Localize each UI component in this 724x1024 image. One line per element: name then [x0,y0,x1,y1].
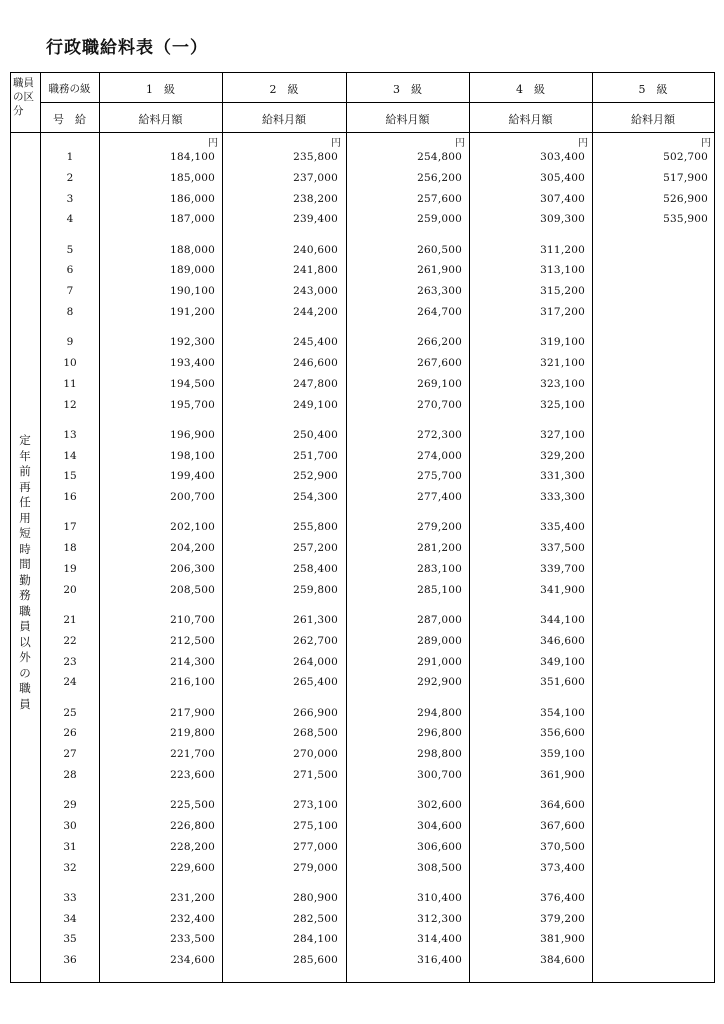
salary-grade-4: 339,700 [540,563,585,575]
salary-grade-4: 381,900 [540,933,585,946]
salary-grade-1: 208,500 [170,583,215,596]
step-number: 26 [63,727,77,740]
salary-grade-3: 254,800 [417,151,462,163]
salary-grade-2: 241,800 [293,264,338,277]
grade-4-header: 4 級 [516,83,545,96]
yen-unit-1: 円 [208,138,218,149]
step-number: 7 [66,285,74,298]
salary-grade-2: 285,600 [293,954,338,967]
salary-grade-2: 237,000 [293,171,338,184]
step-number: 6 [66,264,74,277]
salary-grade-1: 217,900 [170,706,215,719]
header-divider [40,102,714,103]
yen-unit-5: 円 [701,138,711,149]
amount-header-3: 給料月額 [385,113,430,126]
step-number: 8 [66,306,74,318]
salary-grade-2: 255,800 [293,521,338,534]
salary-grade-4: 354,100 [540,706,585,719]
grade-2-header: 2 級 [269,83,299,96]
col-divider [469,73,470,982]
salary-grade-4: 309,300 [540,213,585,226]
step-number: 5 [66,243,74,256]
salary-grade-2: 235,800 [293,151,338,163]
salary-grade-3: 275,700 [417,470,462,483]
salary-grade-2: 271,500 [293,769,338,781]
salary-grade-2: 266,900 [293,706,338,719]
step-number: 33 [63,891,77,904]
salary-grade-4: 315,200 [540,285,585,298]
salary-grade-5: 526,900 [663,192,708,205]
grade-3-header: 3 級 [393,83,422,96]
step-number: 21 [63,614,77,626]
salary-grade-3: 302,600 [417,799,462,812]
step-number: 20 [63,583,77,596]
grade-1-header: 1 級 [146,83,175,96]
step-number: 2 [66,171,74,184]
salary-grade-3: 272,300 [417,428,462,441]
salary-grade-2: 275,100 [293,820,338,832]
salary-grade-5: 535,900 [663,213,708,226]
salary-grade-3: 289,000 [417,634,462,647]
salary-grade-2: 250,400 [293,428,338,441]
salary-grade-3: 260,500 [417,243,462,256]
step-number: 35 [63,933,77,946]
step-number: 22 [63,634,77,647]
salary-grade-3: 264,700 [417,306,462,318]
kubun-header: 職員の区分 [13,77,34,117]
step-number: 30 [63,820,77,832]
header-bottom-line [11,132,714,133]
gokyu-header: 号 給 [53,113,86,126]
salary-grade-2: 240,600 [293,243,338,256]
salary-grade-1: 193,400 [170,357,215,369]
salary-grade-2: 264,000 [293,655,338,668]
salary-grade-3: 263,300 [417,285,462,298]
salary-grade-4: 321,100 [540,357,585,369]
salary-grade-1: 214,300 [170,655,215,668]
salary-grade-3: 270,700 [417,398,462,411]
step-number: 36 [63,954,77,967]
salary-grade-2: 249,100 [293,398,338,411]
salary-grade-2: 257,200 [293,542,338,555]
salary-grade-2: 254,300 [293,491,338,504]
salary-grade-1: 219,800 [170,727,215,740]
salary-grade-4: 341,900 [540,583,585,596]
salary-grade-3: 285,100 [417,583,462,596]
step-number: 24 [63,676,77,689]
salary-grade-2: 246,600 [293,357,338,369]
salary-grade-2: 261,300 [293,614,338,626]
salary-grade-1: 225,500 [170,799,215,812]
salary-grade-4: 349,100 [540,655,585,668]
yen-unit-4: 円 [578,138,588,149]
salary-grade-1: 202,100 [170,521,215,534]
salary-grade-3: 291,000 [417,655,462,668]
salary-grade-3: 312,300 [417,912,462,925]
salary-grade-3: 294,800 [417,706,462,719]
salary-grade-3: 279,200 [417,521,462,534]
salary-grade-1: 221,700 [170,748,215,761]
salary-grade-3: 267,600 [417,357,462,369]
step-number: 3 [66,192,74,205]
salary-grade-1: 199,400 [170,470,215,483]
step-number: 18 [63,542,77,555]
col-divider [99,73,100,982]
yen-unit-2: 円 [331,138,341,149]
salary-grade-3: 304,600 [417,820,462,832]
step-number: 31 [63,840,77,853]
salary-grade-4: 331,300 [540,470,585,483]
salary-grade-5: 502,700 [663,151,708,163]
salary-grade-3: 281,200 [417,542,462,555]
salary-grade-3: 298,800 [417,748,462,761]
salary-grade-1: 194,500 [170,377,215,390]
salary-grade-2: 245,400 [293,336,338,349]
col-divider [222,73,223,982]
salary-grade-1: 206,300 [170,563,215,575]
step-number: 1 [66,151,74,163]
salary-grade-4: 344,100 [540,614,585,626]
amount-header-1: 給料月額 [138,113,183,126]
salary-grade-3: 274,000 [417,449,462,462]
salary-grade-3: 287,000 [417,614,462,626]
salary-grade-4: 351,600 [540,676,585,689]
salary-grade-4: 373,400 [540,861,585,874]
salary-grade-4: 311,200 [540,243,585,256]
col-divider [592,73,593,982]
salary-grade-1: 223,600 [170,769,215,781]
salary-grade-1: 233,500 [170,933,215,946]
salary-grade-1: 190,100 [170,285,215,298]
salary-grade-3: 306,600 [417,840,462,853]
amount-header-2: 給料月額 [262,113,306,126]
salary-grade-4: 319,100 [540,336,585,349]
salary-grade-4: 303,400 [540,151,585,163]
shokumu-header: 職務の級 [48,83,91,95]
salary-grade-3: 296,800 [417,727,462,740]
salary-grade-2: 280,900 [293,891,338,904]
salary-grade-2: 243,000 [293,285,338,298]
salary-grade-1: 191,200 [170,306,215,318]
salary-grade-3: 261,900 [417,264,462,277]
salary-grade-3: 316,400 [417,954,462,967]
salary-grade-2: 259,800 [293,583,338,596]
salary-grade-4: 325,100 [540,398,585,411]
salary-grade-3: 256,200 [417,171,462,184]
step-number: 19 [63,563,77,575]
salary-grade-4: 346,600 [540,634,585,647]
salary-grade-4: 367,600 [540,820,585,832]
step-number: 29 [63,799,77,812]
step-number: 17 [63,521,77,534]
salary-grade-1: 196,900 [170,428,215,441]
step-number: 34 [63,912,77,925]
salary-grade-4: 305,400 [540,171,585,184]
salary-grade-3: 314,400 [417,933,462,946]
salary-grade-3: 269,100 [417,377,462,390]
salary-grade-3: 257,600 [417,192,462,205]
step-number: 25 [63,706,77,719]
salary-grade-4: 329,200 [540,449,585,462]
amount-header-5: 給料月額 [631,113,675,126]
salary-grade-2: 258,400 [293,563,338,575]
step-number: 27 [63,748,77,761]
step-number: 32 [63,861,77,874]
salary-grade-4: 384,600 [540,954,585,967]
salary-grade-4: 327,100 [540,428,585,441]
step-number: 9 [66,336,74,349]
salary-grade-1: 188,000 [170,243,215,256]
salary-grade-1: 212,500 [170,634,215,647]
salary-grade-4: 333,300 [540,491,585,504]
salary-grade-3: 300,700 [417,769,462,781]
salary-grade-1: 216,100 [170,676,215,689]
salary-grade-2: 247,800 [293,377,338,390]
salary-grade-1: 195,700 [170,398,215,411]
salary-grade-4: 323,100 [540,377,585,390]
salary-grade-3: 310,400 [417,891,462,904]
salary-grade-1: 192,300 [170,336,215,349]
step-number: 4 [66,213,74,226]
salary-grade-4: 359,100 [540,748,585,761]
salary-grade-4: 337,500 [540,542,585,555]
salary-grade-2: 279,000 [293,861,338,874]
salary-grade-1: 232,400 [170,912,215,925]
salary-grade-2: 273,100 [293,799,338,812]
salary-grade-1: 226,800 [170,820,215,832]
salary-grade-1: 186,000 [170,192,215,205]
salary-grade-1: 210,700 [170,614,215,626]
salary-grade-1: 234,600 [170,954,215,967]
grade-5-header: 5 級 [638,83,668,96]
step-number: 15 [63,470,77,483]
step-number: 23 [63,655,77,668]
salary-grade-2: 252,900 [293,470,338,483]
salary-grade-4: 307,400 [540,192,585,205]
step-number: 14 [63,449,77,462]
salary-grade-1: 228,200 [170,840,215,853]
salary-table [10,72,715,983]
salary-grade-2: 265,400 [293,676,338,689]
salary-grade-5: 517,900 [663,171,708,184]
salary-grade-1: 189,000 [170,264,215,277]
step-number: 28 [63,769,77,781]
salary-grade-2: 262,700 [293,634,338,647]
salary-grade-4: 370,500 [540,840,585,853]
salary-grade-2: 239,400 [293,213,338,226]
salary-grade-4: 335,400 [540,521,585,534]
salary-grade-2: 282,500 [293,912,338,925]
amount-header-4: 給料月額 [508,113,553,126]
step-number: 13 [63,428,77,441]
salary-grade-3: 259,000 [417,213,462,226]
salary-grade-2: 244,200 [293,306,338,318]
salary-grade-1: 184,100 [170,151,215,163]
salary-grade-2: 251,700 [293,449,338,462]
salary-grade-4: 379,200 [540,912,585,925]
step-number: 10 [63,357,77,369]
salary-grade-3: 308,500 [417,861,462,874]
salary-grade-1: 187,000 [170,213,215,226]
salary-grade-1: 231,200 [170,891,215,904]
salary-grade-1: 204,200 [170,542,215,555]
page-title: 行政職給料表（一） [46,38,208,58]
salary-grade-4: 356,600 [540,727,585,740]
salary-grade-4: 313,100 [540,264,585,277]
salary-grade-3: 277,400 [417,491,462,504]
yen-unit-3: 円 [455,138,465,149]
salary-grade-2: 277,000 [293,840,338,853]
salary-grade-4: 317,200 [540,306,585,318]
salary-grade-3: 266,200 [417,336,462,349]
salary-grade-3: 292,900 [417,676,462,689]
salary-grade-3: 283,100 [417,563,462,575]
salary-grade-4: 364,600 [540,799,585,812]
salary-grade-2: 238,200 [293,192,338,205]
employee-category-label: 定年前再任用短時間勤務職員以外の職員 [19,433,31,711]
step-number: 11 [63,377,77,390]
salary-grade-1: 200,700 [170,491,215,504]
salary-grade-2: 268,500 [293,727,338,740]
col-divider [346,73,347,982]
step-number: 12 [63,398,77,411]
salary-grade-1: 185,000 [170,171,215,184]
salary-grade-2: 270,000 [293,748,338,761]
salary-grade-2: 284,100 [293,933,338,946]
step-number: 16 [63,491,77,504]
salary-grade-4: 361,900 [540,769,585,781]
salary-grade-1: 229,600 [170,861,215,874]
salary-grade-4: 376,400 [540,891,585,904]
salary-grade-1: 198,100 [170,449,215,462]
